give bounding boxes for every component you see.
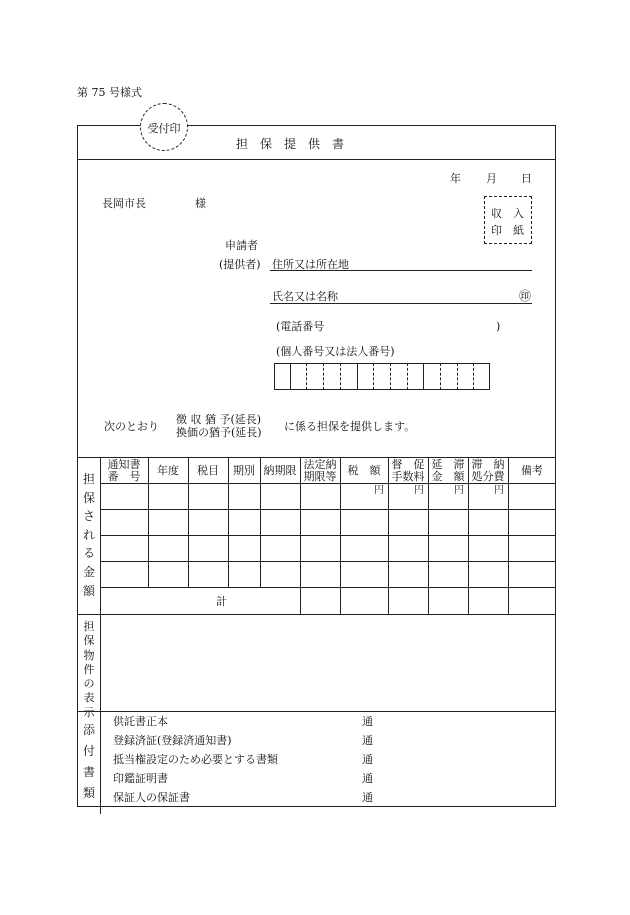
header-remarks: 備考 (521, 464, 543, 477)
header-due-date: 納期限 (263, 464, 297, 477)
table-row-line (100, 587, 556, 588)
attachment-item-5: 保証人の保証書 (113, 791, 190, 804)
header-delinquency-line1: 延 滞 (431, 458, 465, 471)
attachment-unit-5: 通 (362, 791, 373, 804)
attachments-side-divider (100, 711, 101, 807)
id-box-divider (440, 363, 441, 390)
attachment-unit-2: 通 (362, 734, 373, 747)
attachment-item-1: 供託書正本 (113, 715, 168, 728)
header-notice-no-line1: 通知書 (107, 458, 141, 471)
header-dunning-fee-line2: 手数料 (391, 469, 425, 483)
header-disposal-cost-line1: 滞 納 (471, 458, 505, 471)
reception-stamp-label: 受付印 (147, 122, 181, 135)
yen-disposal-cost: 円 (494, 485, 504, 496)
statement-option-2[interactable]: 換価の猶予(延長) (176, 426, 262, 439)
attachment-unit-1: 通 (362, 715, 373, 728)
revenue-stamp-line1: 収 入 (491, 207, 524, 220)
applicant-label: 申請者 (225, 239, 258, 252)
header-tax-item: 税目 (197, 464, 219, 477)
header-delinquency-line2: 金 額 (431, 469, 465, 483)
table-header-bottom (100, 483, 556, 484)
id-box-divider (407, 363, 408, 390)
id-box-divider (373, 363, 374, 390)
id-box-divider (290, 363, 291, 390)
table-row-line (100, 535, 556, 536)
statement-prefix: 次のとおり (104, 420, 159, 433)
id-box-divider (473, 363, 474, 390)
id-box-divider (306, 363, 307, 390)
addressee-honorific: 様 (195, 197, 206, 210)
applicant-sub-label: (提供者) (219, 258, 261, 271)
header-legal-due-line1: 法定納 (303, 458, 337, 471)
attachments-side-label: 添付書類 (82, 723, 95, 800)
addressee-name: 長岡市長 (102, 197, 146, 210)
attachment-item-4: 印鑑証明書 (113, 772, 168, 785)
header-notice-no (100, 459, 148, 482)
id-number-label: (個人番号又は法人番号) (276, 345, 395, 358)
revenue-stamp-line2: 印 紙 (491, 224, 524, 237)
yen-tax-amount: 円 (374, 485, 384, 496)
title-divider (77, 159, 556, 160)
header-disposal-cost (468, 459, 508, 482)
table-row-line (100, 561, 556, 562)
address-field[interactable] (270, 270, 532, 271)
reception-stamp-circle (140, 103, 188, 151)
attachment-item-3: 抵当権設定のため必要とする書類 (113, 753, 278, 766)
yen-dunning-fee: 円 (414, 485, 424, 496)
header-notice-no-line2: 番 号 (107, 469, 141, 483)
date-day: 日 (521, 172, 532, 185)
statement-option-1[interactable]: 徴 収 猶 予(延長) (176, 413, 262, 426)
address-label: 住所又は所在地 (272, 258, 349, 271)
attachment-item-2: 登録済証(登録済通知書) (113, 734, 232, 747)
form-title: 担 保 提 供 書 (236, 137, 345, 151)
statement-suffix: に係る担保を提供します。 (284, 420, 416, 433)
id-box-divider (423, 363, 424, 390)
header-year: 年度 (157, 464, 179, 477)
id-box-divider (357, 363, 358, 390)
yen-delinquency: 円 (454, 485, 464, 496)
header-disposal-cost-line2: 処分費 (471, 469, 505, 483)
id-box-divider (390, 363, 391, 390)
header-legal-due-line2: 期限等 (303, 469, 337, 483)
amount-side-label: 担保される金額 (82, 472, 95, 598)
date-year: 年 (450, 172, 461, 185)
date-month: 月 (486, 172, 497, 185)
amount-section-bottom (77, 614, 556, 615)
name-field[interactable] (270, 303, 532, 304)
phone-label: (電話番号 (276, 320, 325, 333)
header-period: 期別 (233, 464, 255, 477)
id-box-divider (457, 363, 458, 390)
collateral-side-label: 担保物件の表示 (83, 620, 95, 719)
total-label: 計 (216, 595, 227, 608)
table-col-line (508, 457, 509, 614)
name-label: 氏名又は名称 (272, 290, 338, 303)
table-row-line (100, 509, 556, 510)
form-number: 第 75 号様式 (77, 86, 142, 99)
collateral-section-bottom (77, 711, 556, 712)
attachment-unit-3: 通 (362, 753, 373, 766)
header-dunning-fee-line1: 督 促 (391, 458, 425, 471)
header-delinquency (428, 459, 468, 482)
header-dunning-fee (388, 459, 428, 482)
header-tax-amount: 税 額 (347, 464, 381, 477)
seal-mark: ㊞ (519, 289, 532, 303)
attachment-unit-4: 通 (362, 772, 373, 785)
id-box-divider (340, 363, 341, 390)
table-col-line (340, 457, 341, 614)
header-legal-due (300, 459, 340, 482)
phone-close: ) (496, 320, 501, 333)
id-box-divider (323, 363, 324, 390)
